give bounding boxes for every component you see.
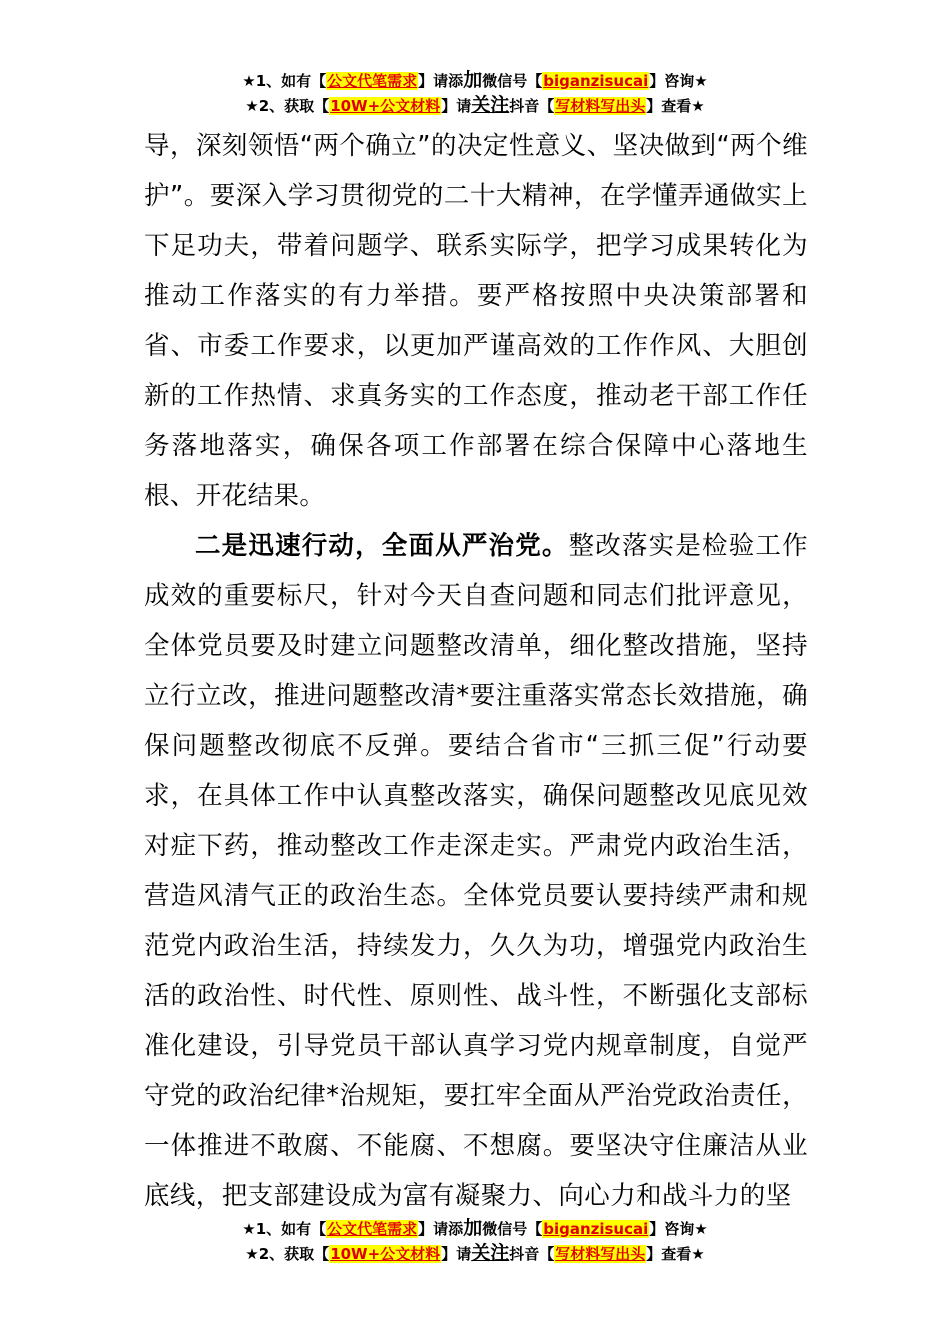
banner-line-2-mid2: 抖音【: [509, 97, 555, 115]
footer-line-1-mid: 】请添: [418, 1220, 464, 1238]
footer-line-2-prefix: ★2、获取【: [245, 1245, 330, 1263]
footer-line-2-emphasis: 关注: [471, 1242, 510, 1264]
banner-line-1-prefix: ★1、如有【: [242, 72, 327, 90]
banner-line-1-emphasis: 加: [463, 69, 483, 91]
banner-line-2: [0, 93, 950, 118]
banner-line-1: [0, 68, 950, 93]
banner-line-2-mid: 】请: [441, 97, 472, 115]
footer-line-2-highlight-materials: 10W+公文材料: [330, 1245, 441, 1263]
footer-line-1-mid2: 微信号【: [482, 1220, 543, 1238]
footer-line-1-wechat-id: biganzisucai: [543, 1220, 649, 1238]
footer-line-2-mid2: 抖音【: [509, 1245, 555, 1263]
paragraph-2-body: 整改落实是检验工作成效的重要标尺，针对今天自查问题和同志们批评意见，全体党员要及时建立问题整改清单，细化整改措施，坚持立行立改，推进问题整改清*要注重落实常态长效措施，确保问题整改彻底不反弹。要结合省市“三抓三促”行动要求，在具体工作中认真整改落实，确保问题整改见底见效对症下药，推动整改工作走深走实。严肃党内政治生活，营造风清气正的政治生态。全体党员要认要持续严肃和规范党内政治生活，持续发力，久久为功，增强党内政治生活的政治性、时代性、原则性、战斗性，不断强化支部标准化建设，引导党员干部认真学习党内规章制度，自觉严守党的政治纪律*治规矩，要扛牢全面从严治党政治责任，一体推进不敢腐、不能腐、不想腐。要坚决守住廉洁从业底线，把支部建设成为富有凝聚力、向心力和战斗力的坚: [144, 531, 808, 1211]
footer-line-1-prefix: ★1、如有【: [242, 1220, 327, 1238]
paragraph-1: 导，深刻领悟“两个确立”的决定性意义、坚决做到“两个维护”。要深入学习贯彻党的二十大精神，在学懂弄通做实上下足功夫，带着问题学、联系实际学，把学习成果转化为推动工作落实的有力举措。要严格按照中央决策部署和省、市委工作要求，以更加严谨高效的工作作风、大胆创新的工作热情、求真务实的工作态度，推动老干部工作任务落地落实，确保各项工作部署在综合保障中心落地生根、开花结果。: [144, 131, 808, 511]
banner-line-2-suffix: 】查看★: [646, 97, 705, 115]
footer-line-1-suffix: 】咨询★: [649, 1220, 708, 1238]
banner-line-1-highlight-request: 公文代笔需求: [327, 72, 418, 90]
banner-line-2-emphasis: 关注: [471, 94, 510, 116]
banner-line-2-prefix: ★2、获取【: [245, 97, 330, 115]
banner-line-2-douyin-account: 写材料写出头: [555, 97, 646, 115]
banner-line-1-mid2: 微信号【: [482, 72, 543, 90]
banner-line-1-suffix: 】咨询★: [649, 72, 708, 90]
footer-banner: [0, 1216, 950, 1266]
paragraph-2: [144, 521, 808, 1221]
footer-line-1-emphasis: 加: [463, 1217, 483, 1239]
footer-line-2-suffix: 】查看★: [646, 1245, 705, 1263]
banner-line-1-mid: 】请添: [418, 72, 464, 90]
paragraph-2-lead: 二是迅速行动，全面从严治党。: [195, 531, 569, 561]
footer-line-1-highlight-request: 公文代笔需求: [327, 1220, 418, 1238]
banner-line-2-highlight-materials: 10W+公文材料: [330, 97, 441, 115]
footer-line-2-mid: 】请: [441, 1245, 472, 1263]
header-banner: [0, 68, 950, 118]
document-body: [144, 121, 808, 1221]
footer-banner-line-2: [0, 1241, 950, 1266]
footer-line-2-douyin-account: 写材料写出头: [555, 1245, 646, 1263]
footer-banner-line-1: [0, 1216, 950, 1241]
banner-line-1-wechat-id: biganzisucai: [543, 72, 649, 90]
